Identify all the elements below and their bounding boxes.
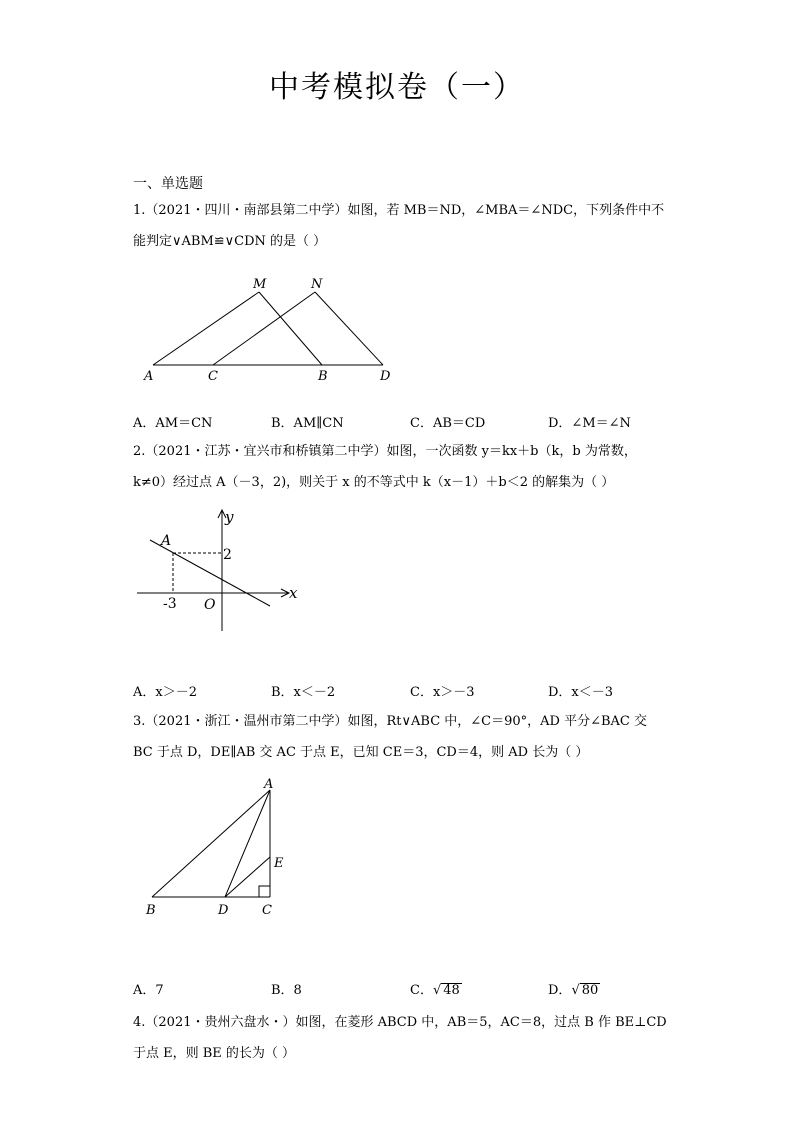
question-3-line-2: BC 于点 D，DE∥AB 交 AC 于点 E，已知 CE＝3，CD＝4，则 AD 长为（ ） bbox=[133, 745, 589, 760]
q3-option-b[interactable]: B．8 bbox=[271, 983, 302, 998]
page-title: 中考模拟卷（一） bbox=[269, 70, 525, 105]
q3-option-d-radicand: 80 bbox=[581, 983, 599, 998]
label-C: C bbox=[262, 903, 272, 918]
label-B: B bbox=[146, 903, 156, 918]
label-D: D bbox=[380, 369, 391, 384]
label-M: M bbox=[253, 277, 267, 292]
label-y: y bbox=[225, 508, 234, 526]
q1-option-c[interactable]: C．AB＝CD bbox=[410, 416, 486, 431]
q3-option-d[interactable] bbox=[548, 979, 600, 998]
q3-option-a[interactable]: A．7 bbox=[133, 983, 164, 998]
label-N: N bbox=[311, 277, 323, 292]
label-A: A bbox=[264, 777, 274, 792]
q3-option-d-label: D． bbox=[548, 983, 572, 998]
label-O: O bbox=[204, 597, 216, 613]
question-1-line-2: 能判定∨ABM≌∨CDN 的是（ ） bbox=[133, 234, 327, 249]
q3-option-c-radicand: 48 bbox=[443, 983, 460, 998]
label-x: x bbox=[289, 584, 298, 602]
question-2-line-1: 2.（2021・江苏・宜兴市和桥镇第二中学）如图，一次函数 y＝kx＋b（k，b 为常数， bbox=[133, 444, 637, 459]
question-3-line-1: 3.（2021・浙江・温州市第二中学）如图，Rt∨ABC 中，∠C＝90°，AD 平分∠BAC 交 bbox=[133, 714, 648, 729]
q2-option-b[interactable]: B．x＜－2 bbox=[271, 685, 336, 700]
label-D: D bbox=[218, 903, 229, 918]
label-two: 2 bbox=[223, 547, 232, 563]
label-C: C bbox=[208, 369, 218, 384]
sqrt-sign: √ bbox=[432, 983, 442, 998]
q1-option-b[interactable]: B．AM∥CN bbox=[271, 416, 344, 431]
label-A: A bbox=[161, 533, 172, 549]
figure-triangles bbox=[140, 272, 400, 390]
question-1-line-1: 1.（2021・四川・南部县第二中学）如图，若 MB＝ND，∠MBA＝∠NDC，下列条件中不 bbox=[133, 203, 665, 218]
q2-option-d[interactable]: D．x＜－3 bbox=[548, 685, 614, 700]
q1-option-a[interactable]: A．AM＝CN bbox=[133, 416, 213, 431]
label-B: B bbox=[318, 369, 328, 384]
question-4-line-2: 于点 E，则 BE 的长为（ ） bbox=[133, 1046, 296, 1061]
q2-option-c[interactable]: C．x＞－3 bbox=[410, 685, 475, 700]
q3-option-c-label: C． bbox=[410, 983, 433, 998]
label-E: E bbox=[274, 856, 284, 871]
figure-right-triangle bbox=[140, 777, 300, 922]
label-neg3: -3 bbox=[163, 596, 177, 612]
figure-coordinate-plane bbox=[130, 505, 310, 635]
question-4-line-1: 4.（2021・贵州六盘水・）如图，在菱形 ABCD 中，AB＝5，AC＝8，过点 B 作 BE⊥CD bbox=[133, 1015, 667, 1030]
q3-option-c[interactable] bbox=[410, 979, 462, 998]
label-A: A bbox=[144, 369, 154, 384]
sqrt-sign: √ bbox=[571, 983, 580, 998]
question-2-line-2: k≠0）经过点 A（－3，2)，则关于 x 的不等式中 k（x－1）＋b＜2 的解集为（ ） bbox=[133, 475, 615, 490]
q1-option-d[interactable]: D．∠M＝∠N bbox=[548, 416, 631, 431]
q2-option-a[interactable]: A．x＞－2 bbox=[133, 685, 197, 700]
section-heading: 一、单选题 bbox=[133, 176, 203, 192]
